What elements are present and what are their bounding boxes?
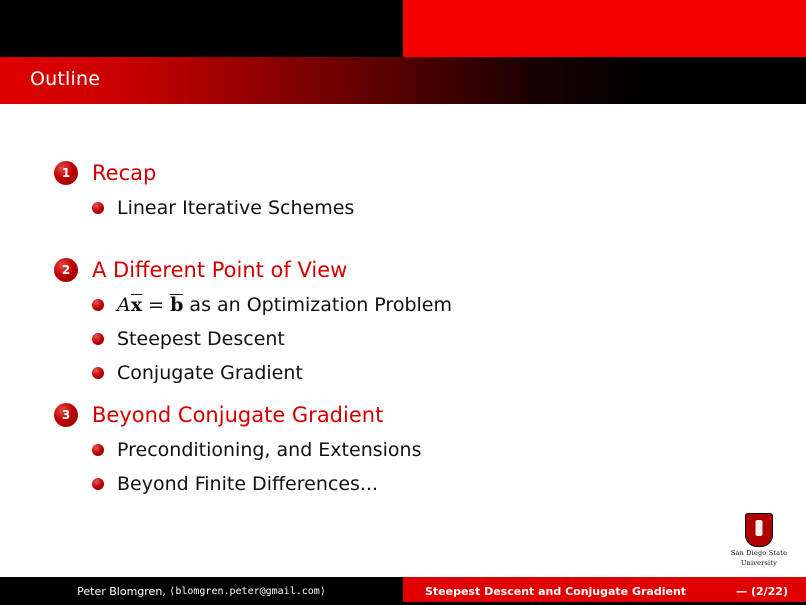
slide-title-bar (0, 57, 806, 104)
bullet-icon (92, 478, 104, 490)
list-item (92, 438, 421, 462)
list-item-label: Steepest Descent (117, 328, 285, 350)
university-logo (728, 513, 790, 567)
outline-content (0, 104, 806, 574)
math-matrix-a: A (117, 294, 131, 316)
bullet-icon (92, 333, 104, 345)
section-title: Recap (92, 161, 157, 185)
list-item (92, 472, 421, 496)
list-item (92, 327, 452, 351)
section-number-badge: 1 (54, 161, 78, 185)
bullet-icon (92, 444, 104, 456)
section-number-badge: 3 (54, 403, 78, 427)
slide-footer (0, 577, 806, 605)
page-title: Outline (30, 68, 101, 90)
section-title: Beyond Conjugate Gradient (92, 403, 384, 427)
math-vector-b: b (170, 294, 184, 316)
shield-icon (745, 513, 773, 547)
logo-line-1: San Diego State (730, 549, 788, 557)
section-title: A Different Point of View (92, 258, 348, 282)
decorative-top-band (0, 0, 806, 57)
outline-section-3 (54, 402, 421, 496)
section-number-badge: 2 (54, 258, 78, 282)
list-item-label: Linear Iterative Schemes (117, 197, 355, 219)
list-item-label: Conjugate Gradient (117, 362, 303, 384)
outline-section-1-header (54, 160, 354, 186)
list-item-label-math (117, 294, 452, 316)
list-item-label: Preconditioning, and Extensions (117, 439, 422, 461)
list-item (92, 361, 452, 385)
list-item-label-tail: as an Optimization Problem (189, 294, 452, 316)
top-band-black (0, 0, 403, 57)
footer-title-block (403, 577, 806, 605)
math-equals: = (148, 294, 165, 316)
footer-presentation-title: Steepest Descent and Conjugate Gradient (425, 584, 687, 598)
top-band-red (403, 0, 806, 57)
footer-author-block (0, 577, 403, 605)
footer-author: Peter Blomgren, (77, 584, 166, 598)
list-item-label: Beyond Finite Differences... (117, 473, 379, 495)
footer-email: ⟨blomgren.peter@gmail.com⟩ (169, 585, 326, 597)
list-item (92, 293, 452, 317)
math-vector-x: x (130, 294, 143, 316)
list-item (92, 196, 354, 220)
bullet-icon (92, 367, 104, 379)
logo-line-2: University (740, 559, 778, 567)
outline-section-3-header (54, 402, 421, 428)
bullet-icon (92, 299, 104, 311)
bullet-icon (92, 202, 104, 214)
footer-page-number: — (2/22) (736, 584, 788, 598)
outline-section-2 (54, 257, 452, 385)
outline-section-2-header (54, 257, 452, 283)
outline-section-1 (54, 160, 354, 220)
